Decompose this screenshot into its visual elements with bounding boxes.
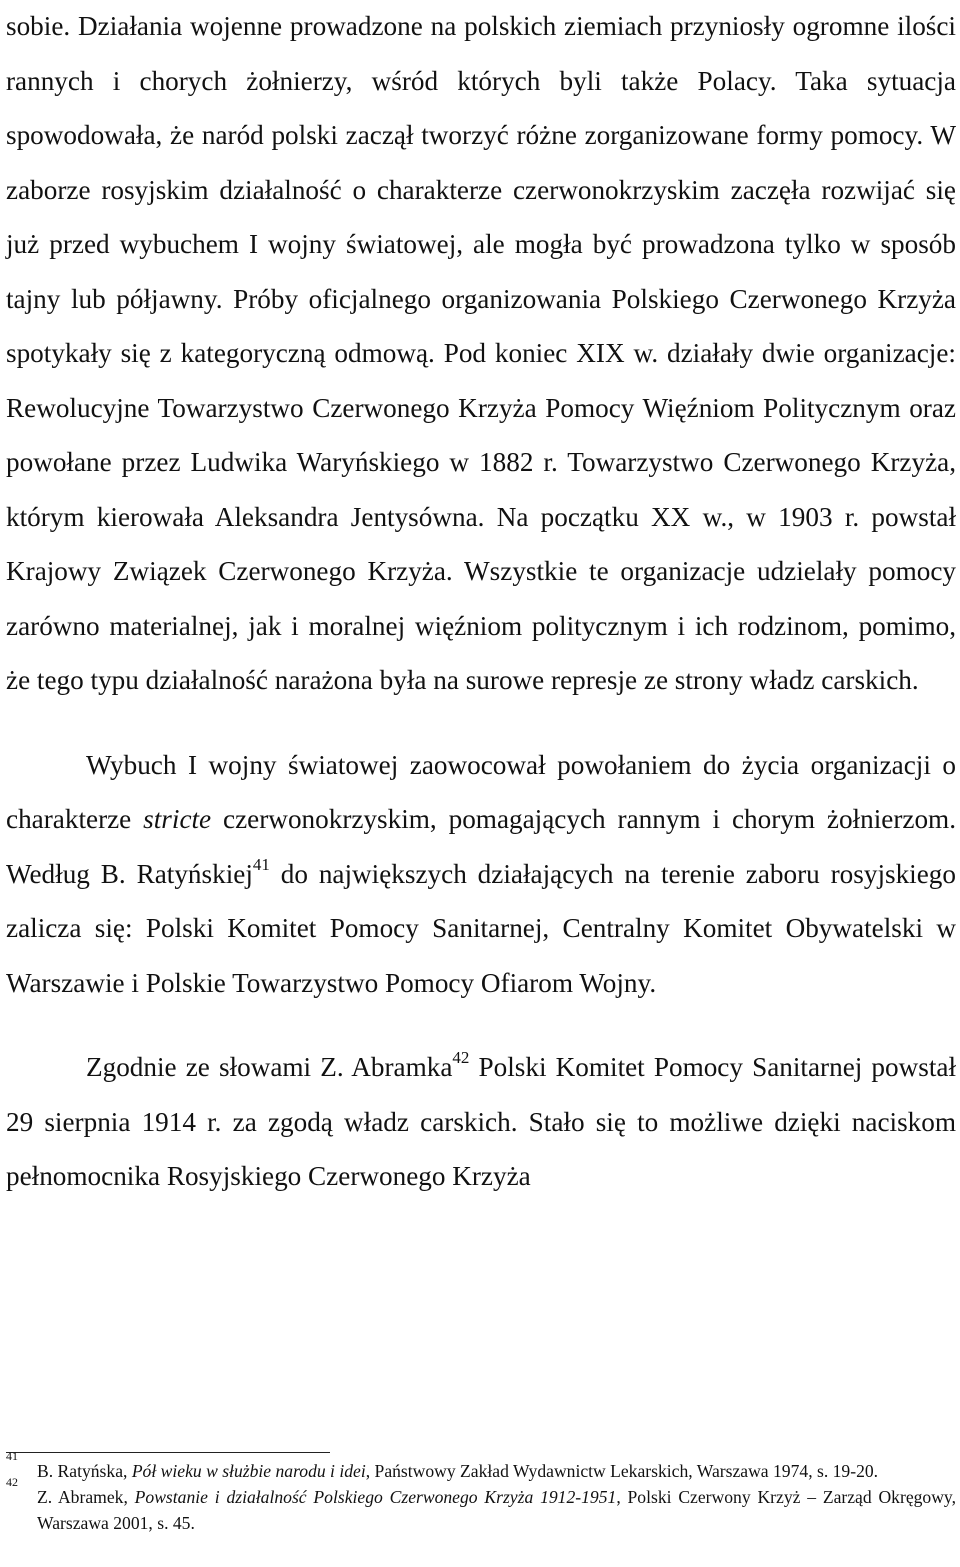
footnote-ref-41[interactable]: 41 [252, 854, 270, 874]
paragraph-1-text: sobie. Działania wojenne prowadzone na polskich ziemiach przyniosły ogromne ilości rannych i chorych żołnierzy, wśród których byli także Polacy. Taka sytuacja spowodowała, że naród polski zaczął tworzyć różne zorganizowane formy pomocy. W zaborze rosyjskim działalność o charakterze czerwonokrzyskim zaczęła rozwijać się już przed wybuchem I wojny światowej, ale mogła być prowadzona tylko w sposób tajny lub półjawny. Próby oficjalnego organizowania Polskiego Czerwonego Krzyża spotykały się z kategoryczną odmową. Pod koniec XIX w. działały dwie organizacje: Rewolucyjne Towarzystwo Czerwonego Krzyża Pomocy Więźniom Politycznym oraz powołane przez Ludwika Waryńskiego w 1882 r. Towarzystwo Czerwonego Krzyża, którym kierowała Aleksandra Jentysówna. Na początku XX w., w 1903 r. powstał Krajowy Związek Czerwonego Krzyża. Wszystkie te organizacje udzielały pomocy zarówno materialnej, jak i moralnej więźniom politycznym i ich rodzinom, pomimo, że tego typu działalność narażona była na surowe represje ze strony władz carskich. [6, 11, 956, 695]
paragraph-2-text-b: czerwonokrzyskim, pomagających rannym i chorym żołnierzom. Według B. Ratyńskiej [6, 804, 956, 889]
footnote-number: 41 [6, 1449, 18, 1463]
footnote-text: Z. Abramek, [37, 1487, 135, 1507]
footnote-separator [6, 1452, 330, 1453]
paragraph-3-text-a: Zgodnie ze słowami Z. Abramka [86, 1052, 453, 1082]
footnote-text: , Polski Czerwony Krzyż – Zarząd Okręgowy, Warszawa 2001, s. 45. [37, 1487, 956, 1533]
footnote-title: Powstanie i działalność Polskiego Czerwonego Krzyża 1912-1951 [134, 1487, 617, 1507]
paragraph-1 [6, 0, 956, 708]
paragraph-2-text-a: Wybuch I wojny światowej zaowocował powołaniem do życia organizacji o charakterze [6, 749, 956, 834]
footnote-41 [6, 1449, 956, 1484]
paragraph-2 [6, 738, 956, 1011]
paragraph-2-text-c: do największych działających na terenie zaboru rosyjskiego zalicza się: Polski Komitet Pomocy Sanitarnej, Centralny Komitet Obywatelski w Warszawie i Polskie Towarzystwo Pomocy Ofiarom Wojny. [6, 858, 956, 998]
footnote-number: 42 [6, 1475, 18, 1489]
paragraph-3-text-b: Polski Komitet Pomocy Sanitarnej powstał 29 sierpnia 1914 r. za zgodą władz carskich. Stało się to możliwe dzięki naciskom pełnomocnika Rosyjskiego Czerwonego Krzyża [6, 1052, 957, 1191]
footnote-text: , Państwowy Zakład Wydawnictw Lekarskich, Warszawa 1974, s. 19-20. [365, 1461, 879, 1481]
footnote-42 [6, 1475, 956, 1536]
footnotes-section [6, 1449, 956, 1536]
footnote-text: B. Ratyńska, [37, 1461, 132, 1481]
footnote-ref-42[interactable]: 42 [452, 1048, 470, 1067]
document-page [6, 0, 956, 1204]
footnote-title: Pół wieku w służbie narodu i idei [131, 1461, 366, 1481]
paragraph-3 [6, 1040, 956, 1204]
paragraph-2-italic-term: stricte [143, 804, 212, 834]
